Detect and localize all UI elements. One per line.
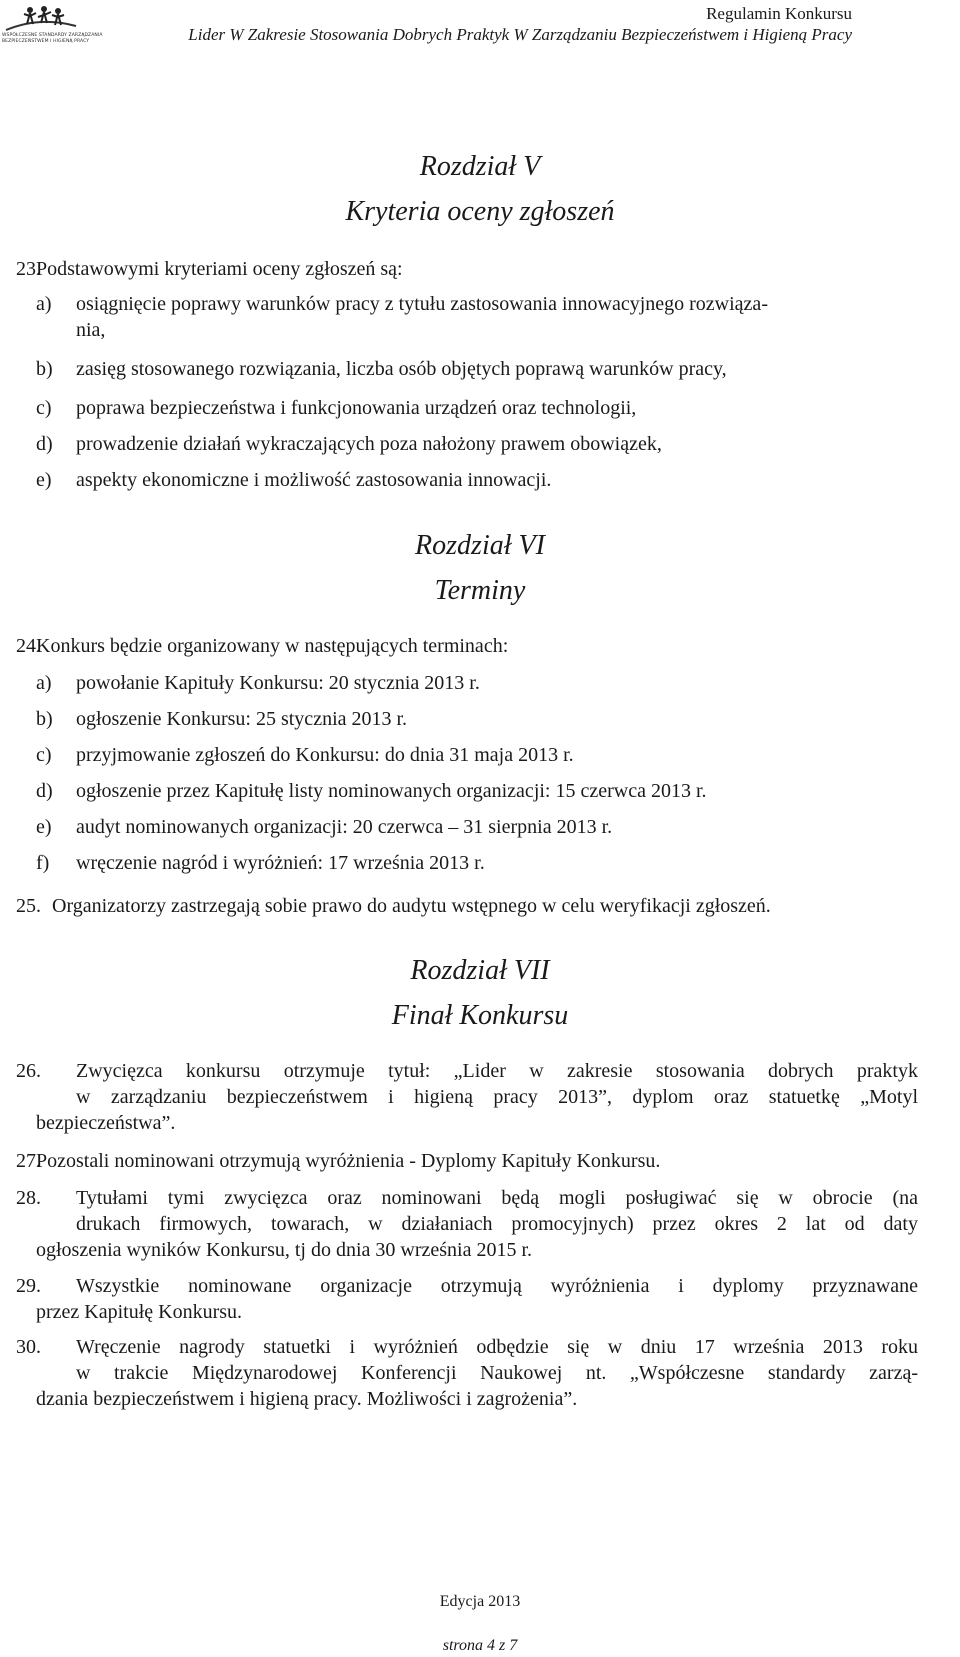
- paragraph-number: 30.: [16, 1336, 41, 1358]
- chapter-7-heading: Rozdział VII: [410, 955, 550, 986]
- list-letter: a): [36, 293, 52, 315]
- paragraph-number: 28.: [16, 1187, 41, 1209]
- paragraph-number: 25.: [16, 895, 41, 917]
- paragraph-line: Pozostali nominowani otrzymują wyróżnienia - Dyplomy Kapituły Konkursu.: [36, 1150, 661, 1172]
- paragraph-line: w zarządzaniu bezpieczeństwem i higieną pracy 2013”, dyplom oraz statuetkę „Motyl: [76, 1086, 918, 1108]
- list-text: wręczenie nagród i wyróżnień: 17 września 2013 r.: [76, 852, 485, 874]
- list-text: ogłoszenie przez Kapitułę listy nominowanych organizacji: 15 czerwca 2013 r.: [76, 780, 707, 802]
- paragraph-line: drukach firmowych, towarach, w działaniach promocyjnych) przez okres 2 lat od daty: [76, 1213, 918, 1235]
- paragraph-line: przez Kapitułę Konkursu.: [36, 1301, 243, 1323]
- paragraph-line: Tytułami tymi zwycięzca oraz nominowani będą mogli posługiwać się w obrocie (na: [76, 1187, 918, 1209]
- list-letter: f): [36, 852, 50, 874]
- paragraph-line: Wszystkie nominowane organizacje otrzymują wyróżnienia i dyplomy przyznawane: [76, 1275, 918, 1297]
- paragraph-line: Zwycięzca konkursu otrzymuje tytuł: „Lider w zakresie stosowania dobrych praktyk: [76, 1060, 918, 1082]
- paragraph-line: Wręczenie nagrody statuetki i wyróżnień odbędzie się w dniu 17 września 2013 roku: [76, 1336, 918, 1358]
- logo-text-line-1: WSPÓŁCZESNE STANDARDY ZARZĄDZANIA: [2, 33, 103, 38]
- document-header-subtitle: Lider W Zakresie Stosowania Dobrych Praktyk W Zarządzaniu Bezpieczeństwem i Higieną Pracy: [188, 25, 852, 44]
- paragraph-number: 24.: [16, 635, 41, 657]
- list-letter: b): [36, 358, 53, 380]
- paragraph-text: Organizatorzy zastrzegają sobie prawo do audytu wstępnego w celu weryfikacji zgłoszeń.: [52, 895, 771, 917]
- footer-page-number: strona 4 z 7: [442, 1637, 518, 1654]
- chapter-6-heading: Rozdział VI: [415, 530, 545, 561]
- list-text: prowadzenie działań wykraczających poza nałożony prawem obowiązek,: [76, 433, 662, 455]
- list-text: przyjmowanie zgłoszeń do Konkursu: do dnia 31 maja 2013 r.: [76, 744, 574, 766]
- paragraph-text: Podstawowymi kryteriami oceny zgłoszeń są:: [36, 258, 403, 280]
- paragraph-line: ogłoszenia wyników Konkursu, tj do dnia 30 września 2015 r.: [36, 1239, 533, 1261]
- paragraph-line: dzania bezpieczeństwem i higieną pracy. Możliwości i zagrożenia”.: [36, 1388, 578, 1410]
- paragraph-line: bezpieczeństwa”.: [36, 1112, 176, 1134]
- list-letter: c): [36, 744, 52, 766]
- list-text: nia,: [76, 319, 106, 341]
- list-text: audyt nominowanych organizacji: 20 czerwca – 31 sierpnia 2013 r.: [76, 816, 613, 838]
- list-letter: a): [36, 672, 52, 694]
- paragraph-number: 29.: [16, 1275, 41, 1297]
- list-letter: e): [36, 469, 52, 491]
- chapter-5-title: Kryteria oceny zgłoszeń: [345, 196, 615, 227]
- list-letter: b): [36, 708, 53, 730]
- list-text: osiągnięcie poprawy warunków pracy z tytułu zastosowania innowacyjnego rozwiąza-: [76, 293, 768, 315]
- list-text: ogłoszenie Konkursu: 25 stycznia 2013 r.: [76, 708, 408, 730]
- list-letter: d): [36, 780, 53, 802]
- document-header-title: Regulamin Konkursu: [706, 4, 852, 23]
- list-text: powołanie Kapituły Konkursu: 20 stycznia 2013 r.: [76, 672, 480, 694]
- list-text: aspekty ekonomiczne i możliwość zastosowania innowacji.: [76, 469, 552, 491]
- paragraph-number: 23.: [16, 258, 41, 280]
- list-letter: c): [36, 397, 52, 419]
- chapter-7-title: Finał Konkursu: [391, 1000, 569, 1031]
- list-letter: e): [36, 816, 52, 838]
- list-letter: d): [36, 433, 53, 455]
- paragraph-line: w trakcie Międzynarodowej Konferencji Naukowej nt. „Współczesne standardy zarzą-: [76, 1362, 918, 1384]
- paragraph-number: 26.: [16, 1060, 41, 1082]
- footer-edition: Edycja 2013: [439, 1593, 521, 1610]
- list-text: zasięg stosowanego rozwiązania, liczba osób objętych poprawą warunków pracy,: [76, 358, 727, 380]
- list-text: poprawa bezpieczeństwa i funkcjonowania urządzeń oraz technologii,: [76, 397, 637, 419]
- chapter-5-heading: Rozdział V: [419, 151, 541, 182]
- logo-text-line-2: BEZPIECZEŃSTWEM I HIGIENĄ PRACY: [2, 39, 90, 44]
- chapter-6-title: Terminy: [434, 575, 526, 606]
- paragraph-text: Konkurs będzie organizowany w następujących terminach:: [36, 635, 509, 657]
- paragraph-number: 27.: [16, 1150, 41, 1172]
